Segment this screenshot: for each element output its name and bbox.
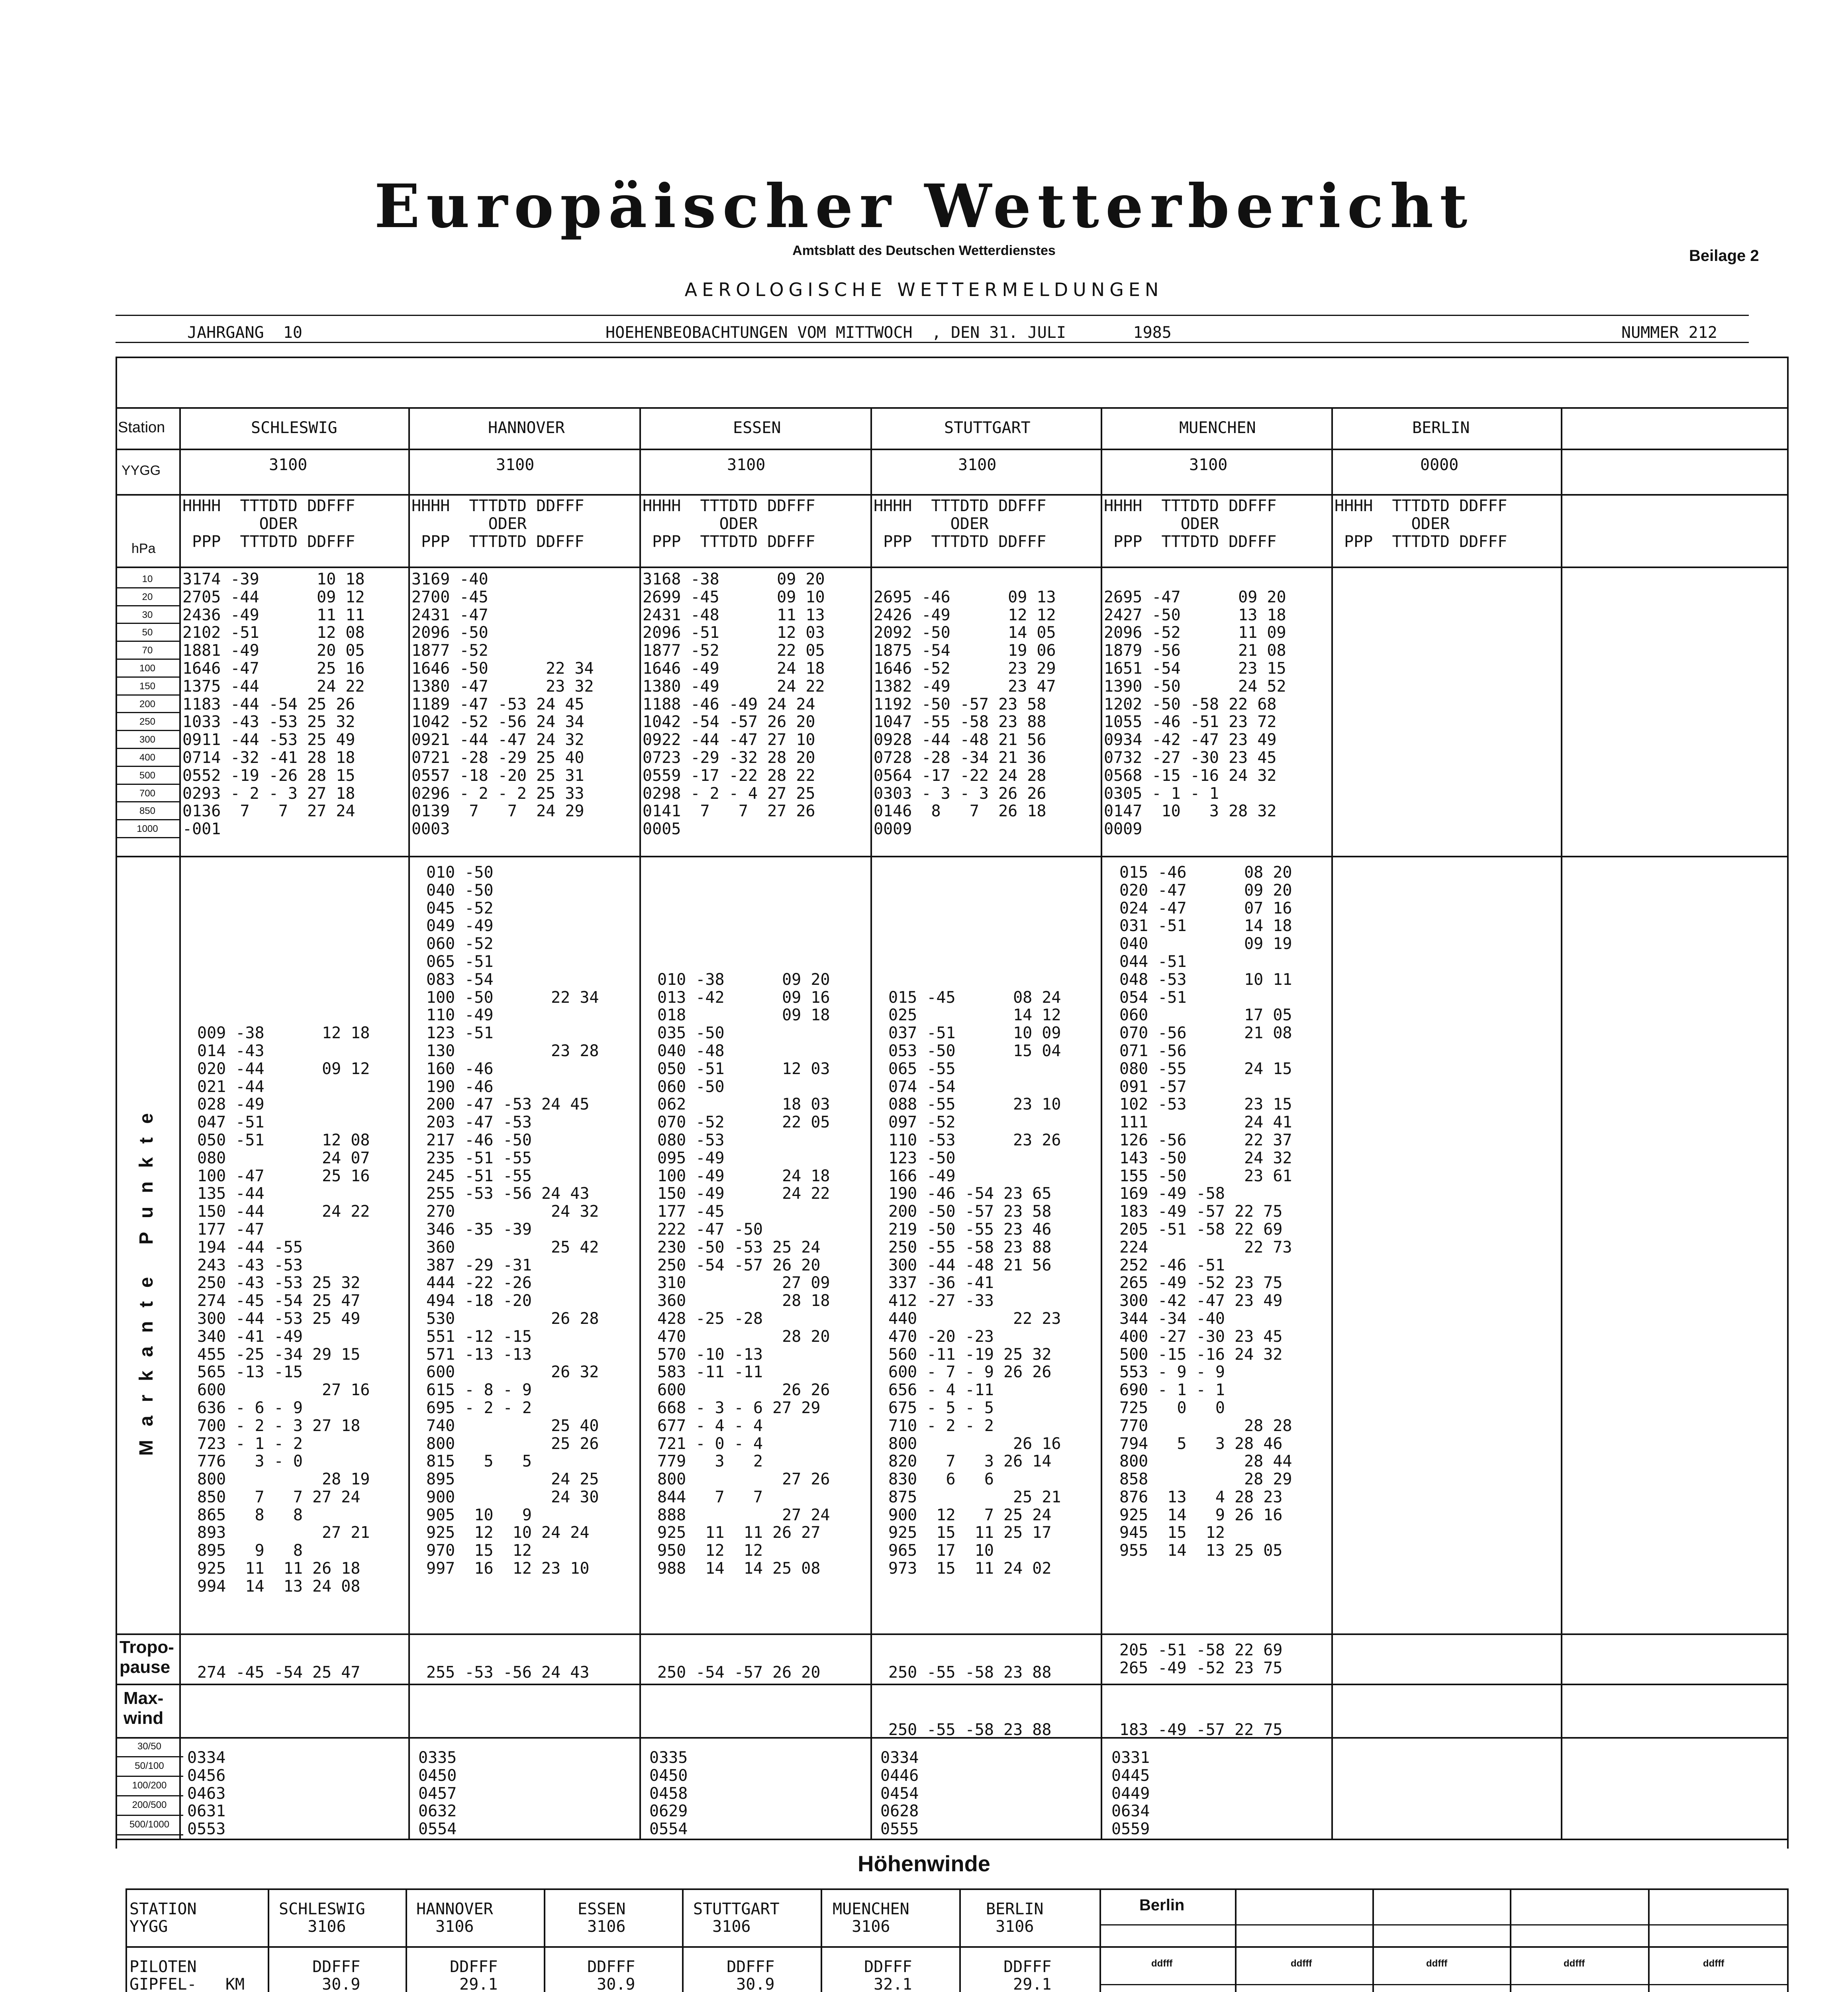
station-name: SCHLESWIG xyxy=(251,419,337,437)
col-line xyxy=(639,407,641,1839)
jahrgang: JAHRGANG 10 xyxy=(187,324,302,342)
level-label: 100 xyxy=(116,660,179,678)
hpa-label: hPa xyxy=(131,541,156,556)
tropopause-data: 274 -45 -54 25 47 xyxy=(197,1663,361,1682)
row-line xyxy=(116,856,1789,857)
frame-line xyxy=(125,1888,1789,1890)
column-header: HHHH TTTDTD DDFFF ODER PPP TTTDTD DDFFF xyxy=(1104,497,1277,551)
col-line xyxy=(544,1888,545,1992)
piloten-value: DDFFF 30.9 xyxy=(587,1958,635,1992)
ddfff-label: ddfff xyxy=(1703,1958,1725,1969)
standard-level-data: 2695 -47 09 20 2427 -50 13 18 2096 -52 11 09 1879 -56 21 08 1651 -54 23 15 1390 -50 24 52 1202 -50 -58 22 68 1055 -46 -51 23 72 0934 -42 -47 23 49 0732 -27 -30 23 45 0568 -15 -16 24 32 0305 - 1 - 1 0147 10 3 28 32 0009 xyxy=(1104,588,1286,839)
col-line xyxy=(1101,407,1102,1839)
column-header: HHHH TTTDTD DDFFF ODER PPP TTTDTD DDFFF xyxy=(874,497,1046,551)
column-header: HHHH TTTDTD DDFFF ODER PPP TTTDTD DDFFF xyxy=(1335,497,1507,551)
col-line xyxy=(821,1888,822,1992)
col-line xyxy=(408,407,410,1839)
column-header: HHHH TTTDTD DDFFF ODER PPP TTTDTD DDFFF xyxy=(182,497,355,551)
col-line xyxy=(1331,407,1333,1839)
station-label: Station xyxy=(118,419,165,436)
pressure-levels xyxy=(116,571,179,838)
frame-top xyxy=(116,357,1789,358)
tropopause-data: 255 -53 -56 24 43 xyxy=(426,1663,590,1682)
ddfff-label: ddfff xyxy=(1426,1958,1448,1969)
level-label: 30 xyxy=(116,606,179,624)
col-line xyxy=(268,1888,269,1992)
col-line xyxy=(959,1888,961,1992)
significant-points-data: 010 -38 09 20 013 -42 09 16 018 09 18 035 -50 040 -48 050 -51 12 03 060 -50 062 18 03 070 -52 22 05 080 -53 095 -49 100 -49 24 18 150 -49 24 22 177 -45 222 -47 -50 230 -50 -53 25 24 250 -54 -57 26 20 310 27 09 360 28 18 428 -25 -28 470 28 20 570 -10 -13 583 -11 -11 600 26 26 668 - 3 - 6 27 29 677 - 4 - 4 721 - 0 - 4 779 3 2 800 27 26 844 7 7 888 27 24 925 11 11 26 27 950 12 12 988 14 14 25 08 xyxy=(657,970,830,1578)
winds-station: SCHLESWIG 3106 xyxy=(279,1900,365,1936)
standard-level-data: 3174 -39 10 18 2705 -44 09 12 2436 -49 11 11 2102 -51 12 08 1881 -49 20 05 1646 -47 25 16 1375 -44 24 22 1183 -44 -54 25 26 1033 -43 -53 25 32 0911 -44 -53 25 49 0714 -32 -41 28 18 0552 -19 -26 28 15 0293 - 2 - 3 27 18 0136 7 7 27 24 -001 xyxy=(182,570,365,839)
column-header: HHHH TTTDTD DDFFF ODER PPP TTTDTD DDFFF xyxy=(412,497,584,551)
blank-berlin-title: Berlin xyxy=(1139,1896,1185,1914)
level-label: 250 xyxy=(116,713,179,731)
winds-title: Höhenwinde xyxy=(858,1851,990,1876)
yygg-label: YYGG xyxy=(122,463,161,478)
standard-level-data: 2695 -46 09 13 2426 -49 12 12 2092 -50 14 05 1875 -54 19 06 1646 -52 23 29 1382 -49 23 47 1192 -50 -57 23 58 1047 -55 -58 23 88 0928 -44 -48 21 56 0728 -28 -34 21 36 0564 -17 -22 24 28 0303 - 3 - 3 26 26 0146 8 7 26 18 0009 xyxy=(874,588,1056,839)
tropopause-data: 205 -51 -58 22 69 265 -49 -52 23 75 xyxy=(1119,1641,1283,1677)
significant-points-data: 009 -38 12 18 014 -43 020 -44 09 12 021 -44 028 -49 047 -51 050 -51 12 08 080 24 07 100 -47 25 16 135 -44 150 -44 24 22 177 -47 194 -44 -55 243 -43 -53 250 -43 -53 25 32 274 -45 -54 25 47 300 -44 -53 25 49 340 -41 -49 455 -25 -34 29 15 565 -13 -15 600 27 16 636 - 6 - 9 700 - 2 - 3 27 18 723 - 1 - 2 776 3 - 0 800 28 19 850 7 7 27 24 865 8 8 893 27 21 895 9 8 925 11 11 26 18 994 14 13 24 08 xyxy=(197,1024,370,1596)
piloten-value: DDFFF 30.9 xyxy=(727,1958,775,1992)
thickness-label: 200/500 xyxy=(116,1796,183,1816)
level-label: 700 xyxy=(116,785,179,803)
level-label: 300 xyxy=(116,731,179,749)
thickness-data: 0335 0450 0458 0629 0554 xyxy=(649,1749,688,1839)
yygg-value: 3100 xyxy=(1189,456,1228,474)
yygg-value: 3100 xyxy=(727,456,766,474)
yygg-value: 0000 xyxy=(1420,456,1459,474)
row-line xyxy=(116,407,1789,409)
col-line xyxy=(406,1888,407,1992)
thickness-levels xyxy=(116,1738,183,1835)
ddfff-label: ddfff xyxy=(1564,1958,1585,1969)
piloten-value: DDFFF 29.1 xyxy=(450,1958,498,1992)
col-line xyxy=(179,407,181,1839)
row-line xyxy=(116,1684,1789,1685)
maxwind-label: Max- wind xyxy=(123,1688,164,1728)
row-line xyxy=(116,1839,1789,1840)
row-line xyxy=(116,449,1789,450)
winds-station: ESSEN 3106 xyxy=(578,1900,626,1936)
frame-right xyxy=(1787,357,1789,1849)
column-header: HHHH TTTDTD DDFFF ODER PPP TTTDTD DDFFF xyxy=(643,497,815,551)
maxwind-data: 250 -55 -58 23 88 xyxy=(888,1721,1052,1739)
piloten-value: DDFFF 29.1 xyxy=(1003,1958,1052,1992)
piloten-value: DDFFF 32.1 xyxy=(864,1958,912,1992)
thickness-label: 30/50 xyxy=(116,1738,183,1757)
frame-line xyxy=(125,1946,1789,1948)
col-line xyxy=(1648,1888,1650,1992)
significant-points-label: Markante Punkte xyxy=(136,1100,157,1456)
thickness-data: 0331 0445 0449 0634 0559 xyxy=(1111,1749,1150,1839)
thickness-data: 0334 0446 0454 0628 0555 xyxy=(880,1749,919,1839)
thickness-data: 0334 0456 0463 0631 0553 xyxy=(187,1749,226,1839)
section-heading: AEROLOGISCHE WETTERMELDUNGEN xyxy=(684,279,1164,300)
winds-station: BERLIN 3106 xyxy=(986,1900,1044,1936)
col-line xyxy=(870,407,872,1839)
ddfff-label: ddfff xyxy=(1291,1958,1312,1969)
grid-line xyxy=(1099,1984,1789,1985)
tropopause-label: Tropo- pause xyxy=(120,1637,174,1677)
col-line xyxy=(682,1888,684,1992)
station-name: BERLIN xyxy=(1412,419,1470,437)
issue-number: NUMMER 212 xyxy=(1621,324,1717,342)
header-rule-2 xyxy=(116,342,1749,343)
winds-station: MUENCHEN 3106 xyxy=(833,1900,909,1936)
yygg-value: 3100 xyxy=(958,456,997,474)
col-line xyxy=(125,1888,127,1992)
col-line xyxy=(1561,407,1562,1839)
col-line xyxy=(1372,1888,1374,1992)
yygg-value: 3100 xyxy=(496,456,535,474)
standard-level-data: 3169 -40 2700 -45 2431 -47 2096 -50 1877 -52 1646 -50 22 34 1380 -47 23 32 1189 -47 -53 24 45 1042 -52 -56 24 34 0921 -44 -47 24 32 0721 -28 -29 25 40 0557 -18 -20 25 31 0296 - 2 - 2 25 33 0139 7 7 24 29 0003 xyxy=(412,570,594,839)
significant-points-data: 015 -46 08 20 020 -47 09 20 024 -47 07 16 031 -51 14 18 040 09 19 044 -51 048 -53 10 11 054 -51 060 17 05 070 -56 21 08 071 -56 080 -55 24 15 091 -57 102 -53 23 15 111 24 41 126 -56 22 37 143 -50 24 32 155 -50 23 61 169 -49 -58 183 -49 -57 22 75 205 -51 -58 22 69 224 22 73 252 -46 -51 265 -49 -52 23 75 300 -42 -47 23 49 344 -34 -40 400 -27 -30 23 45 500 -15 -16 24 32 553 - 9 - 9 690 - 1 - 1 725 0 0 770 28 28 794 5 3 28 46 800 28 44 858 28 29 876 13 4 28 23 925 14 9 26 16 945 15 12 955 14 13 25 05 xyxy=(1119,863,1292,1560)
level-label: 20 xyxy=(116,588,179,606)
col-line xyxy=(1099,1888,1101,1992)
winds-station-label: STATION YYGG xyxy=(129,1900,197,1936)
level-label: 10 xyxy=(116,571,179,588)
winds-station: STUTTGART 3106 xyxy=(693,1900,780,1936)
significant-points-data: 015 -45 08 24 025 14 12 037 -51 10 09 053 -50 15 04 065 -55 074 -54 088 -55 23 10 097 -52 110 -53 23 26 123 -50 166 -49 190 -46 -54 23 65 200 -50 -57 23 58 219 -50 -55 23 46 250 -55 -58 23 88 300 -44 -48 21 56 337 -36 -41 412 -27 -33 440 22 23 470 -20 -23 560 -11 -19 25 32 600 - 7 - 9 26 26 656 - 4 -11 675 - 5 - 5 710 - 2 - 2 800 26 16 820 7 3 26 14 830 6 6 875 25 21 900 12 7 25 24 925 15 11 25 17 965 17 10 973 15 11 24 02 xyxy=(888,988,1061,1578)
level-label: 50 xyxy=(116,624,179,642)
tropopause-data: 250 -55 -58 23 88 xyxy=(888,1663,1052,1682)
winds-station: HANNOVER 3106 xyxy=(416,1900,493,1936)
significant-points-data: 010 -50 040 -50 045 -52 049 -49 060 -52 065 -51 083 -54 100 -50 22 34 110 -49 123 -51 130 23 28 160 -46 190 -46 200 -47 -53 24 45 203 -47 -53 217 -46 -50 235 -51 -55 245 -51 -55 255 -53 -56 24 43 270 24 32 346 -35 -39 360 25 42 387 -29 -31 444 -22 -26 494 -18 -20 530 26 28 551 -12 -15 571 -13 -13 600 26 32 615 - 8 - 9 695 - 2 - 2 740 25 40 800 25 26 815 5 5 895 24 25 900 24 30 905 10 9 925 12 10 24 24 970 15 12 997 16 12 23 10 xyxy=(426,863,599,1578)
thickness-label: 500/1000 xyxy=(116,1816,183,1835)
piloten-value: DDFFF 30.9 xyxy=(312,1958,361,1992)
standard-level-data: 3168 -38 09 20 2699 -45 09 10 2431 -48 11 13 2096 -51 12 03 1877 -52 22 05 1646 -49 24 18 1380 -49 24 22 1188 -46 -49 24 24 1042 -54 -57 26 20 0922 -44 -47 27 10 0723 -29 -32 28 20 0559 -17 -22 28 22 0298 - 2 - 4 27 25 0141 7 7 27 26 0005 xyxy=(643,570,825,839)
col-line xyxy=(1235,1888,1237,1992)
level-label: 150 xyxy=(116,678,179,696)
piloten-label: PILOTEN GIPFEL- KM xyxy=(129,1958,245,1992)
station-name: HANNOVER xyxy=(488,419,565,437)
supplement-label: Beilage 2 xyxy=(1689,247,1759,265)
level-label: 400 xyxy=(116,749,179,767)
ddfff-label: ddfff xyxy=(1151,1958,1173,1969)
level-label: 200 xyxy=(116,696,179,714)
observation-date: HOEHENBEOBACHTUNGEN VOM MITTWOCH , DEN 31. JULI 1985 xyxy=(606,324,1172,342)
level-label: 850 xyxy=(116,802,179,820)
yygg-value: 3100 xyxy=(269,456,308,474)
level-label: 70 xyxy=(116,642,179,660)
thickness-label: 50/100 xyxy=(116,1757,183,1777)
level-label: 1000 xyxy=(116,820,179,838)
page-title: Europäischer Wetterbericht xyxy=(374,171,1474,241)
row-line xyxy=(116,567,1789,568)
grid-line xyxy=(1099,1924,1789,1925)
station-name: STUTTGART xyxy=(944,419,1031,437)
maxwind-data: 183 -49 -57 22 75 xyxy=(1119,1721,1283,1739)
subtitle: Amtsblatt des Deutschen Wetterdienstes xyxy=(792,243,1056,258)
thickness-data: 0335 0450 0457 0632 0554 xyxy=(418,1749,457,1839)
station-name: MUENCHEN xyxy=(1179,419,1256,437)
col-line xyxy=(1787,1888,1789,1992)
level-label: 500 xyxy=(116,767,179,785)
row-line xyxy=(116,494,1789,496)
station-name: ESSEN xyxy=(733,419,781,437)
row-line xyxy=(116,1633,1789,1635)
thickness-label: 100/200 xyxy=(116,1777,183,1796)
col-line xyxy=(1510,1888,1511,1992)
header-rule xyxy=(116,315,1749,316)
tropopause-data: 250 -54 -57 26 20 xyxy=(657,1663,821,1682)
